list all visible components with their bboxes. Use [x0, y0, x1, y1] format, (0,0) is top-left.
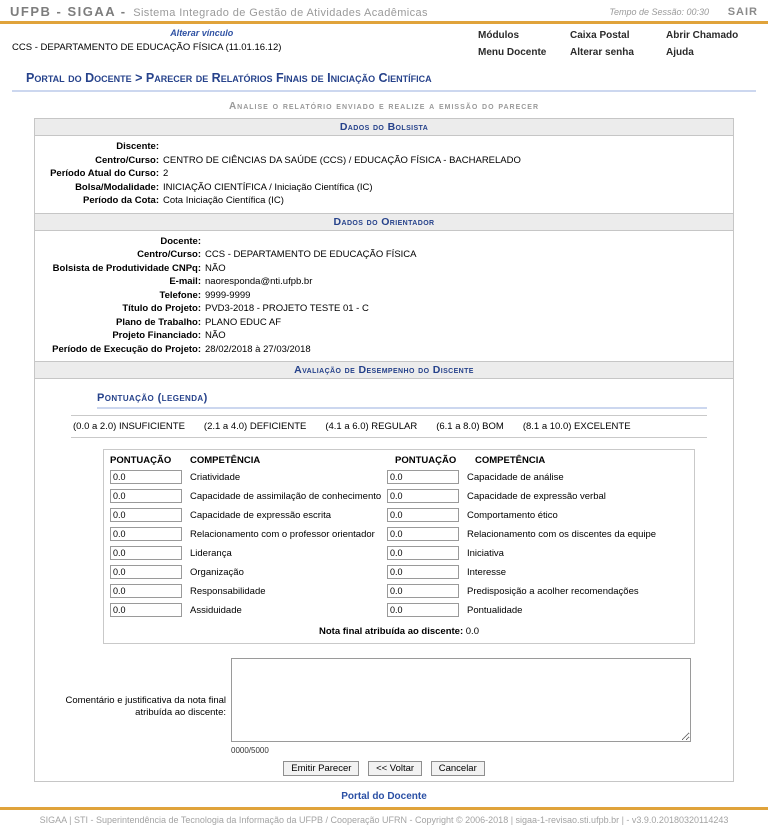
bolsista-fields	[35, 136, 733, 213]
field-label: Bolsista de Produtividade CNPq:	[52, 262, 201, 274]
app-brand: UFPB - SIGAA -	[10, 4, 127, 19]
field-value	[163, 140, 733, 154]
field-row-periodo-cota	[35, 194, 733, 208]
copyright-text: SIGAA | STI - Superintendência de Tecnologia da Informação da UFPB / Cooperação UFRN - Copyright © 2006-2018 | sigaa-1-revisao.sti.ufpb.br | - v3.9.0.20180320114243	[39, 815, 729, 825]
field-row-discente	[35, 140, 733, 154]
competencia-label: Capacidade de assimilação de conhecimento	[190, 490, 382, 502]
comment-area-wrap	[231, 658, 691, 755]
field-label: Projeto Financiado:	[112, 330, 201, 341]
field-label: Período da Cota:	[82, 195, 159, 206]
menu-item-abrir-chamado[interactable]: Abrir Chamado	[666, 30, 739, 41]
field-value: 28/02/2018 à 27/03/2018	[205, 343, 311, 355]
menu-item-caixa-postal[interactable]: Caixa Postal	[570, 30, 630, 41]
competencia-label: Comportamento ético	[467, 509, 558, 521]
breadcrumb: Portal do Docente > Parecer de Relatórios Finais de Iniciação Científica	[12, 68, 756, 92]
field-value: PVD3-2018 - PROJETO TESTE 01 - C	[205, 303, 369, 314]
competencia-label: Capacidade de análise	[467, 471, 564, 483]
field-row-bolsa-modalidade	[35, 181, 733, 195]
competencias-table	[103, 449, 695, 644]
score-input-criatividade[interactable]	[110, 470, 182, 484]
field-label: Plano de Trabalho:	[116, 316, 201, 328]
competencia-row	[110, 565, 688, 579]
score-legend	[71, 415, 707, 438]
field-label: Bolsa/Modalidade:	[75, 181, 159, 193]
field-row-centro-curso	[35, 154, 733, 168]
competencia-row	[110, 584, 688, 598]
score-input-organizacao[interactable]	[110, 565, 182, 579]
top-menu	[478, 28, 756, 58]
score-input-lideranca[interactable]	[110, 546, 182, 560]
app-subtitle: Sistema Integrado de Gestão de Atividades Acadêmicas	[133, 7, 428, 19]
parecer-form	[34, 118, 734, 782]
col-header-pontuacao: PONTUAÇÃO	[110, 455, 172, 466]
score-input-capacidade-analise[interactable]	[387, 470, 459, 484]
session-block	[609, 6, 758, 18]
field-value: naoresponda@nti.ufpb.br	[205, 276, 313, 287]
field-value	[205, 235, 733, 249]
logout-link[interactable]: SAIR	[727, 5, 758, 18]
comment-section	[35, 658, 691, 755]
score-input-responsabilidade[interactable]	[110, 584, 182, 598]
field-row-projeto-financiado	[35, 329, 733, 343]
competencia-row	[110, 527, 688, 541]
competencia-label: Pontualidade	[467, 604, 523, 616]
field-row-email	[35, 275, 733, 289]
field-label: Período Atual do Curso:	[50, 168, 159, 179]
menu-item-ajuda[interactable]: Ajuda	[666, 47, 694, 58]
session-timer: Tempo de Sessão: 00:30	[609, 6, 710, 17]
final-grade-label: Nota final atribuída ao discente:	[319, 626, 464, 637]
competencia-label: Predisposição a acolher recomendações	[467, 585, 639, 597]
field-value: NÃO	[205, 262, 226, 274]
field-value: PLANO EDUC AF	[205, 316, 282, 328]
competencias-header	[110, 455, 688, 466]
char-counter: 0000/5000	[231, 746, 269, 755]
score-input-assiduidade[interactable]	[110, 603, 182, 617]
field-label: Telefone:	[159, 289, 201, 301]
legend-regular: (4.1 a 6.0) REGULAR	[325, 421, 418, 432]
voltar-button[interactable]: << Voltar	[368, 761, 422, 776]
col-header-competencia: COMPETÊNCIA	[190, 455, 261, 466]
field-label: Título do Projeto:	[122, 303, 201, 314]
competencia-row	[110, 508, 688, 522]
legend-title: Pontuação (legenda)	[97, 392, 208, 404]
change-bond-link[interactable]: Alterar vínculo	[170, 28, 234, 38]
legend-title-wrap	[97, 392, 707, 409]
score-input-comportamento-etico[interactable]	[387, 508, 459, 522]
score-input-assimilacao-conhecimento[interactable]	[110, 489, 182, 503]
footer-divider	[0, 807, 768, 810]
field-label: Centro/Curso:	[95, 154, 159, 166]
menu-item-modulos[interactable]: Módulos	[478, 30, 520, 41]
section-header-dados-bolsista: Dados do Bolsista	[35, 119, 733, 136]
field-row-telefone	[35, 289, 733, 303]
score-input-relacionamento-equipe[interactable]	[387, 527, 459, 541]
competencia-label: Assiduidade	[190, 604, 242, 616]
portal-docente-link[interactable]: Portal do Docente	[341, 791, 427, 802]
orientador-fields	[35, 231, 733, 362]
top-header	[0, 0, 768, 24]
legend-excelente: (8.1 a 10.0) EXCELENTE	[522, 421, 631, 432]
score-input-relacionamento-orientador[interactable]	[110, 527, 182, 541]
col-header-competencia: COMPETÊNCIA	[475, 455, 546, 466]
competencia-row	[110, 470, 688, 484]
competencia-label: Capacidade de expressão verbal	[467, 490, 606, 502]
emitir-parecer-button[interactable]: Emitir Parecer	[283, 761, 359, 776]
field-value: INICIAÇÃO CIENTÍFICA / Iniciação Científica (IC)	[163, 181, 373, 193]
field-row-bolsista-cnpq	[35, 262, 733, 276]
comment-textarea[interactable]	[231, 658, 691, 742]
instruction-text: Analise o relatório enviado e realize a emissão do parecer	[228, 101, 540, 112]
field-label: Discente:	[116, 141, 159, 152]
brand-block	[10, 4, 428, 19]
field-row-docente	[35, 235, 733, 249]
field-label: Período de Execução do Projeto:	[52, 343, 201, 355]
score-input-expressao-escrita[interactable]	[110, 508, 182, 522]
cancelar-button[interactable]: Cancelar	[431, 761, 485, 776]
field-value: CENTRO DE CIÊNCIAS DA SAÚDE (CCS) / EDUCAÇÃO FÍSICA - BACHARELADO	[163, 154, 521, 166]
sub-header	[0, 24, 768, 60]
field-label: E-mail:	[169, 276, 201, 287]
field-value: CCS - DEPARTAMENTO DE EDUCAÇÃO FÍSICA	[205, 249, 417, 260]
competencia-label: Capacidade de expressão escrita	[190, 509, 332, 521]
score-input-pontualidade[interactable]	[387, 603, 459, 617]
menu-item-menu-docente[interactable]: Menu Docente	[478, 47, 547, 58]
score-input-expressao-verbal[interactable]	[387, 489, 459, 503]
section-header-avaliacao: Avaliação de Desempenho do Discente	[35, 361, 733, 379]
comment-label: Comentário e justificativa da nota final atribuída ao discente:	[65, 694, 226, 718]
field-row-periodo-atual	[35, 167, 733, 181]
competencia-label: Interesse	[467, 566, 507, 578]
field-row-centro-curso-orientador	[35, 248, 733, 262]
score-input-interesse[interactable]	[387, 565, 459, 579]
section-header-dados-orientador: Dados do Orientador	[35, 213, 733, 231]
field-value: 2	[163, 168, 169, 179]
competencia-label: Relacionamento com o professor orientador	[190, 528, 375, 540]
competencia-label: Liderança	[190, 547, 232, 559]
competencia-row	[110, 489, 688, 503]
competencia-row	[110, 603, 688, 617]
field-value: NÃO	[205, 330, 226, 341]
competencia-label: Relacionamento com os discentes da equipe	[467, 528, 657, 540]
legend-insuficiente: (0.0 a 2.0) INSUFICIENTE	[73, 421, 185, 432]
score-input-predisposicao-recomendacoes[interactable]	[387, 584, 459, 598]
competencia-label: Responsabilidade	[190, 585, 266, 597]
form-buttons	[35, 761, 733, 776]
page-footer	[0, 791, 768, 825]
field-row-titulo-projeto	[35, 302, 733, 316]
department-name: CCS - DEPARTAMENTO DE EDUCAÇÃO FÍSICA (11.01.16.12)	[12, 42, 282, 53]
final-grade-row	[110, 622, 688, 640]
competencia-label: Organização	[190, 566, 244, 578]
field-label: Centro/Curso:	[137, 249, 201, 260]
score-input-iniciativa[interactable]	[387, 546, 459, 560]
legend-bom: (6.1 a 8.0) BOM	[436, 421, 504, 432]
final-grade-value: 0.0	[465, 626, 479, 637]
competencia-row	[110, 546, 688, 560]
menu-item-alterar-senha[interactable]: Alterar senha	[570, 47, 634, 58]
field-value: Cota Iniciação Científica (IC)	[163, 195, 284, 206]
field-label: Docente:	[160, 235, 201, 247]
field-row-plano-trabalho	[35, 316, 733, 330]
legend-deficiente: (2.1 a 4.0) DEFICIENTE	[203, 421, 307, 432]
field-row-periodo-execucao	[35, 343, 733, 357]
competencia-label: Criatividade	[190, 471, 241, 483]
bond-block	[12, 28, 281, 58]
col-header-pontuacao: PONTUAÇÃO	[395, 455, 457, 466]
field-value: 9999-9999	[205, 289, 251, 301]
competencia-label: Iniciativa	[467, 547, 504, 559]
